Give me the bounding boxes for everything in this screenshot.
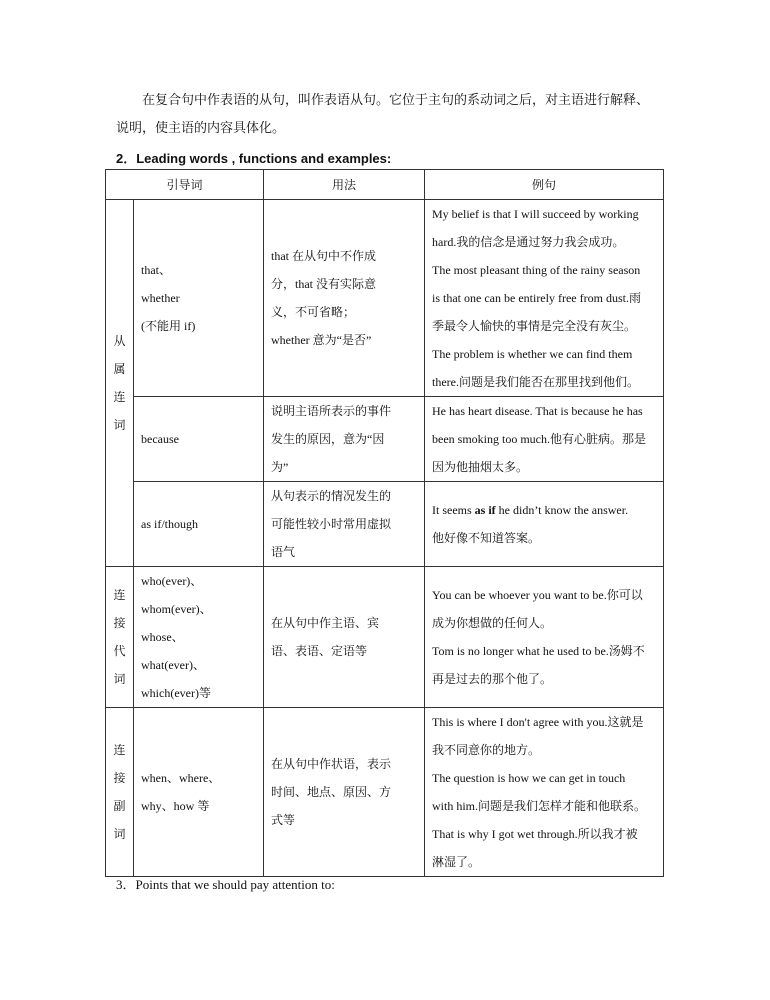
example-line: 因为他抽烟太多。 (432, 460, 529, 474)
table-header-row (106, 170, 664, 200)
leading-word: when、where、 (141, 771, 221, 785)
usage-line: 时间、地点、原因、方 (271, 785, 392, 799)
leading-word: which(ever)等 (141, 686, 211, 700)
example-cell (425, 708, 664, 877)
usage-line: 可能性较小时常用虚拟 (271, 517, 392, 531)
example-prefix: It seems (432, 503, 475, 517)
usage-line: 语、表语、定语等 (271, 644, 368, 658)
category-char: 连 (113, 588, 126, 602)
example-cell (425, 482, 664, 567)
example-line: hard.我的信念是通过努力我会成功。 (432, 235, 625, 249)
example-line: with him.问题是我们怎样才能和他联系。 (432, 799, 647, 813)
usage-cell (264, 397, 425, 482)
header-leading-words: 引导词 (106, 170, 264, 200)
usage-cell (264, 708, 425, 877)
leading-words-cell (134, 200, 264, 397)
usage-cell (264, 200, 425, 397)
intro-line-2: 说明，使主语的内容具体化。 (116, 120, 286, 135)
usage-line: whether 意为“是否” (271, 333, 372, 347)
example-line: That is why I got wet through.所以我才被 (432, 827, 638, 841)
usage-line: that 在从句中不作成 (271, 249, 377, 263)
example-line: 再是过去的那个他了。 (432, 672, 553, 686)
leading-words-cell (134, 567, 264, 708)
example-line: The problem is whether we can find them (432, 347, 633, 361)
intro-line-1: 在复合句中作表语的从句，叫作表语从句。它位于主句的系动词之后，对主语进行解释、 (142, 92, 650, 107)
example-line: 我不同意你的地方。 (432, 743, 541, 757)
category-char: 接 (113, 616, 126, 630)
leading-word: why、how 等 (141, 799, 210, 813)
table-row (106, 567, 664, 708)
category-subordinating-conjunctions (106, 200, 134, 567)
example-line: This is where I don't agree with you.这就是 (432, 715, 644, 729)
category-char: 词 (113, 827, 126, 841)
example-emphasis: as if (474, 503, 496, 517)
usage-cell (264, 567, 425, 708)
category-char: 从 (113, 334, 126, 348)
category-char: 副 (113, 799, 126, 813)
example-line: 成为你想做的任何人。 (432, 616, 553, 630)
example-cell (425, 397, 664, 482)
leading-word: (不能用 if) (141, 319, 196, 333)
example-line: there.问题是我们能否在那里找到他们。 (432, 375, 639, 389)
category-conjunctive-pronouns (106, 567, 134, 708)
intro-paragraph (116, 86, 666, 142)
usage-line: 从句表示的情况发生的 (271, 489, 392, 503)
leading-word: that、 (141, 263, 171, 277)
example-line: 季最令人愉快的事情是完全没有灰尘。 (432, 319, 637, 333)
example-line: 他好像不知道答案。 (432, 531, 541, 545)
example-line: been smoking too much.他有心脏病。那是 (432, 432, 647, 446)
usage-line: 发生的原因，意为“因 (271, 432, 385, 446)
leading-words-cell (134, 482, 264, 567)
category-char: 属 (113, 362, 126, 376)
section-heading-2: 2．Leading words , functions and examples: (116, 151, 392, 166)
example-line (432, 496, 656, 524)
table-row (106, 708, 664, 877)
usage-cell (264, 482, 425, 567)
table-row (106, 482, 664, 567)
leading-words-table (105, 169, 664, 877)
leading-words-cell (134, 708, 264, 877)
leading-word: as if/though (141, 517, 198, 531)
header-examples: 例句 (425, 170, 664, 200)
leading-word: whom(ever)、 (141, 602, 212, 616)
table-row (106, 200, 664, 397)
leading-word: what(ever)、 (141, 658, 205, 672)
usage-line: 分，that 没有实际意 (271, 277, 377, 291)
usage-line: 义，不可省略； (271, 305, 356, 319)
category-char: 连 (113, 390, 126, 404)
leading-word: whose、 (141, 630, 184, 644)
category-conjunctive-adverbs (106, 708, 134, 877)
example-line: The question is how we can get in touch (432, 771, 626, 785)
usage-line: 说明主语所表示的事件 (271, 404, 392, 418)
example-cell (425, 567, 664, 708)
category-char: 接 (113, 771, 126, 785)
section-heading-3: 3．Points that we should pay attention to: (116, 877, 335, 892)
example-suffix: he didn’t know the answer. (495, 503, 629, 517)
leading-word: whether (141, 291, 180, 305)
example-line: is that one can be entirely free from dust.雨 (432, 291, 641, 305)
example-cell (425, 200, 664, 397)
usage-line: 在从句中作主语、宾 (271, 616, 380, 630)
usage-line: 为” (271, 460, 289, 474)
category-char: 词 (113, 672, 126, 686)
header-usage: 用法 (264, 170, 425, 200)
leading-word: because (141, 432, 179, 446)
usage-line: 语气 (271, 545, 296, 559)
example-line: The most pleasant thing of the rainy season (432, 263, 641, 277)
usage-line: 在从句中作状语，表示 (271, 757, 392, 771)
leading-word: who(ever)、 (141, 574, 203, 588)
category-char: 连 (113, 743, 126, 757)
example-line: You can be whoever you want to be.你可以 (432, 588, 643, 602)
leading-words-cell (134, 397, 264, 482)
example-line: My belief is that I will succeed by working (432, 207, 639, 221)
example-line: 淋湿了。 (432, 855, 481, 869)
table-row (106, 397, 664, 482)
usage-line: 式等 (271, 813, 296, 827)
example-line: He has heart disease. That is because he has (432, 404, 643, 418)
example-line: Tom is no longer what he used to be.汤姆不 (432, 644, 645, 658)
category-char: 词 (113, 418, 126, 432)
category-char: 代 (113, 644, 126, 658)
